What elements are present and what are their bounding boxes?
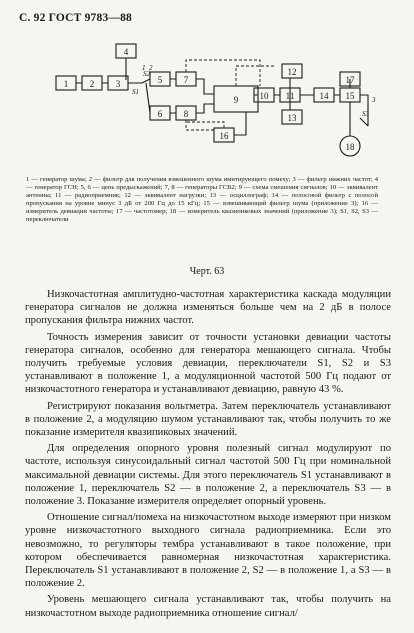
legend-text: 1 — генератор шума; 2 — фильтр для получения взвешенного шума имитирующего помеху; 3 — фильтр нижних частот; 4 — генератор ГСН; 5, 6 — цепь предыскажений; 7, 8 — генераторы ГСВ2; 9 — схема смешения сигналов; 10 — эквивалент антенны; 11 — радиоприемник; 12 — эквивалент нагрузки; 13 — осциллограф; 14 — полосовой фильтр с полосой пропускания на уровне минус 3 дБ от 200 Гц до 15 кГц; 15 — взвешивающий фильтр шума (приложение 3); 16 — измеритель девиации частоты; 17 — частотомер; 18 — измеритель квазипиковых значений (приложение 3); S1, S2, S3 — переключатели [26, 176, 378, 224]
block-1-label: 1 [63, 79, 69, 89]
block-6-label: 6 [157, 109, 163, 119]
switch-pos-3: 3 [372, 96, 376, 104]
block-18-label: 18 [345, 142, 355, 152]
block-14-label: 14 [319, 91, 329, 101]
block-2-label: 2 [89, 79, 95, 89]
paragraph: Низкочастотная амплитудно-частотная характеристика каскада модуляции генератора сигналов не должна изменяться больше чем на 2 дБ в полосе пропускания фильтра нижних частот. [25, 289, 391, 327]
switch-pos-2: 2 [149, 64, 153, 72]
block-8-label: 8 [183, 109, 189, 119]
block-5-label: 5 [157, 75, 163, 85]
paragraph: Уровень мешающего сигнала устанавливают так, чтобы получить на низкочастотном выходе радиоприемника отношение сигнал/ [25, 594, 391, 619]
switch-pos-1: 1 [142, 64, 146, 72]
block-17-label: 17 [345, 75, 355, 85]
block-diagram [46, 36, 386, 160]
page-header: С. 92 ГОСТ 9783—88 [19, 12, 132, 24]
block-9-label: 9 [233, 95, 239, 105]
block-4-label: 4 [123, 47, 129, 57]
paragraph: Точность измерения зависит от точности установки девиации частоты генератора сигналов, особенно для генератора мешающего сигнала. Чтобы получить требуемые условия девиации, переключатели S1, S2 и S3 устанавливают в положение 1, а модуляционной частотой 500 Гц подают от низкочастотного генератора и устанавливают девиацию, равную 43 %. [25, 331, 391, 396]
paragraph: Отношение сигнал/помеха на низкочастотном выходе измеряют при низком уровне низкочастотного выходного сигнала радиоприемника. Если это невозможно, то регуляторы тембра устанавливают в такое положение, при котором обеспечивается равномерная низкочастотная характеристика. Переключатель S1 устанавливают в положение 2, S2 — в положение 1, а S3 — в положение 2. [25, 512, 391, 590]
block-7-label: 7 [183, 75, 189, 85]
block-15-label: 15 [345, 91, 355, 101]
block-10-label: 10 [259, 91, 269, 101]
block-11-label: 11 [285, 91, 295, 101]
block-16-label: 16 [219, 131, 229, 141]
block-3-label: 3 [115, 79, 121, 89]
block-13-label: 13 [287, 113, 297, 123]
paragraph: Для определения опорного уровня полезный сигнал модулируют по частоте, используя синусоидальный сигнал частотой 500 Гц при номинальной максимальной девиации системы. Для этого переключатель S1 устанавливают в положение 1, переключатель S2 — в положение 2, а переключатель S3 — в положение 3. Показание измерителя определяет опорный уровень. [25, 443, 391, 508]
body-text [25, 288, 391, 623]
switch-s3-label: S3 [362, 110, 369, 118]
switch-s2-label: S2 [143, 70, 150, 78]
switch-s1-label: S1 [132, 88, 139, 96]
paragraph: Регистрируют показания вольтметра. Затем переключатель устанавливают в положение 2, а модуляцию шумом устанавливают так, чтобы получить то же показание измерителя квазипиковых значений. [25, 400, 391, 439]
figure-legend [26, 176, 378, 225]
block-12-label: 12 [287, 67, 297, 77]
figure-number: Черт. 63 [189, 266, 225, 277]
